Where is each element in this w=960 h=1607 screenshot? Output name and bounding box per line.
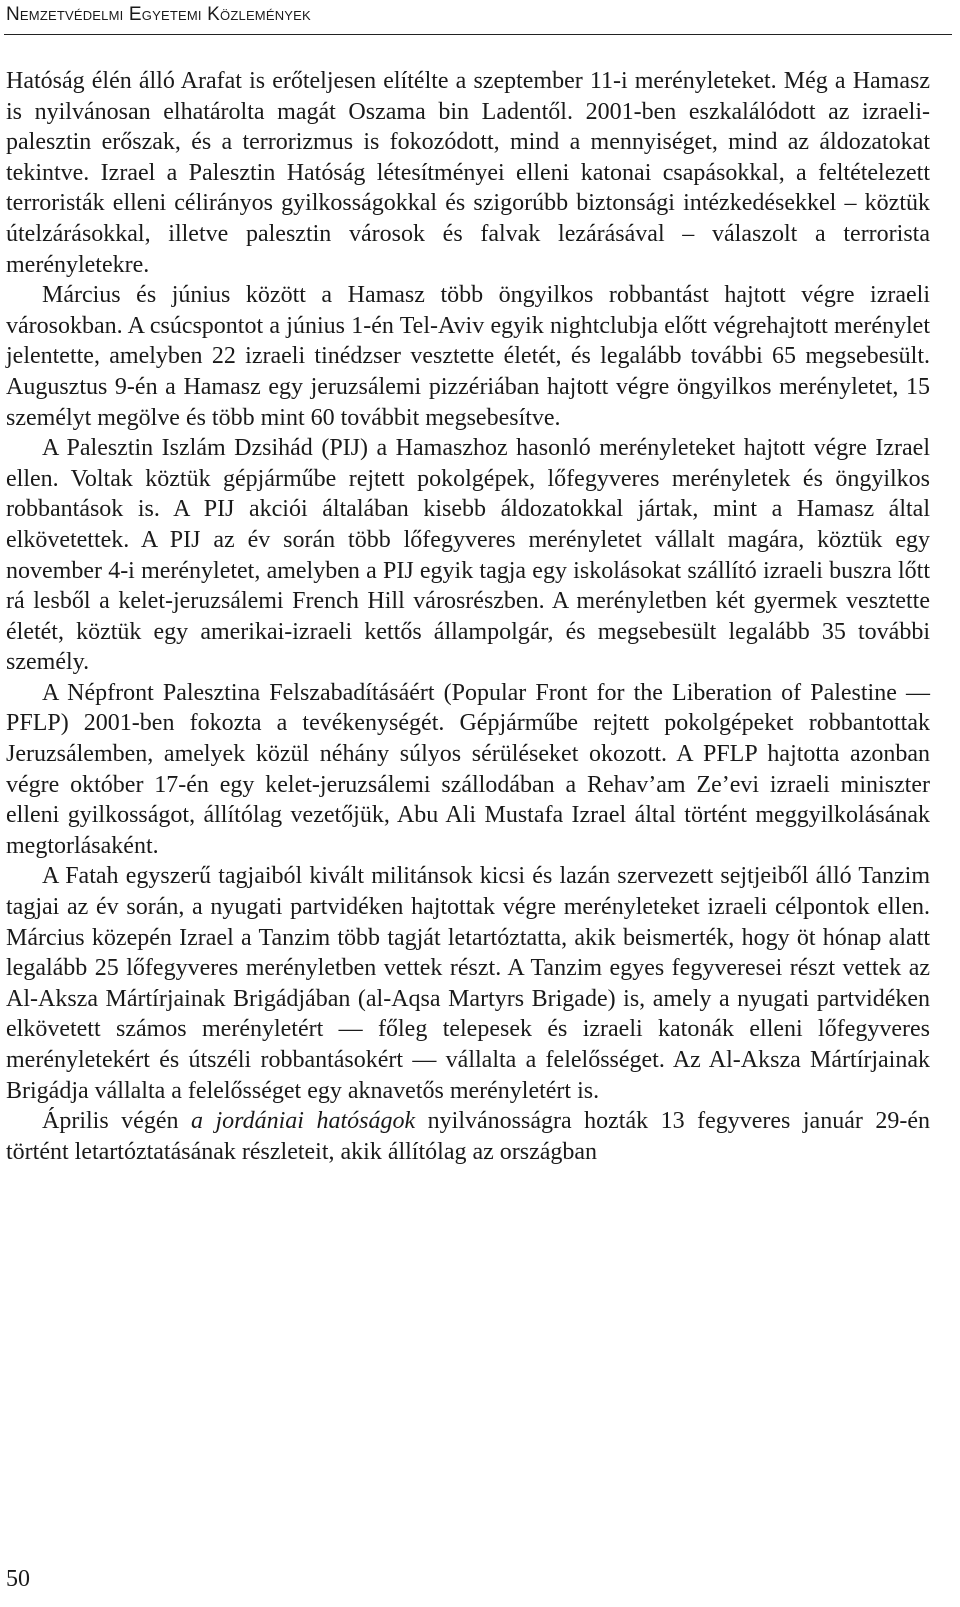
paragraph-6-italic: a jordániai hatóságok [191,1108,416,1135]
paragraph-6-end: nyilvánosságra hozták 13 fegyveres január 29-én történt letartóztatásának részleteit, akik állítólag az országban [6,1108,931,1165]
paragraph-6-start: Április végén [42,1108,191,1135]
page-body [6,66,930,1167]
running-header-title: Nemzetvédelmi Egyetemi Közlemények [6,4,311,25]
paragraph-2: Március és június között a Hamasz több öngyilkos robbantást hajtott végre izraeli városokban. A csúcspontot a június 1-én Tel-Aviv egyik nightclubja előtt végrehajtott merénylet jelentette, amelyben 22 izraeli tinédzser vesztette életét, és legalább további 65 megsebesült. Augusztus 9-én a Hamasz egy jeruzsálemi pizzériában hajtott végre öngyilkos merényletet, 15 személyt megölve és több mint 60 továbbit megsebesítve. [6,282,930,431]
paragraph-6 [6,1106,930,1167]
page-number: 50 [6,1566,30,1592]
paragraph-3: A Palesztin Iszlám Dzsihád (PIJ) a Hamaszhoz hasonló merényleteket hajtott végre Izrael ellen. Voltak köztük gépjárműbe rejtett pokolgépek, lőfegyveres merényletek és öngyilkos robbantások is. A PIJ akciói általában kisebb áldozatokkal jártak, mint a Hamasz által elkövetettek. A PIJ az év során több lőfegyveres merényletet vállalt magára, köztük egy november 4-i merényletet, amelyben a PIJ egyik tagja egy iskolásokat szállító izraeli buszra lőtt rá lesből a kelet-jeruzsálemi French Hill városrészben. A merényletben két gyermek vesztette életét, köztük egy amerikai-izraeli kettős állampolgár, és megsebesült legalább 35 további személy. [6,435,930,676]
paragraph-5: A Fatah egyszerű tagjaiból kivált militánsok kicsi és lazán szervezett sejtjeiből álló Tanzim tagjai az év során, a nyugati partvidéken hajtottak végre merényleteket izraeli célpontok ellen. Március közepén Izrael a Tanzim több tagját letartóztatta, akik beismerték, hogy öt hónap alatt legalább 25 lőfegyveres merényletben vettek részt. A Tanzim egyes fegyveresei részt vettek az Al-Aksza Mártírjainak Brigádjában (al-Aqsa Martyrs Brigade) is, amely a nyugati partvidéken elkövetett számos merényletért — főleg telepesek és izraeli katonák elleni lőfegyveres merényletekért és útszéli robbantásokért — vállalta a felelősséget. Az Al-Aksza Mártírjainak Brigádja vállalta a felelősséget egy aknavetős merényletért is. [6,863,930,1104]
paragraph-4: A Népfront Palesztina Felszabadításáért (Popular Front for the Liberation of Palestine — PFLP) 2001-ben fokozta a tevékenységét. Gépjárműbe rejtett pokolgépeket robbantottak Jeruzsálemben, amelyek közül néhány súlyos sérüléseket okozott. A PFLP hajtotta azonban végre október 17-én egy kelet-jeruzsálemi szállodában a Rehav’am Ze’evi izraeli miniszter elleni gyilkosságot, állítólag vezetőjük, Abu Ali Mustafa Izrael által történt meggyilkolásának megtorlásaként. [6,679,930,859]
paragraph-1: Hatóság élén álló Arafat is erőteljesen elítélte a szeptember 11-i merényleteket. Még a Hamasz is nyilvánosan elhatárolta magát Oszama bin Ladentől. 2001-ben eszkalálódott az izraeli-palesztin erőszak, és a terrorizmus is fokozódott, mind a mennyiséget, mind az áldozatokat tekintve. Izrael a Palesztin Hatóság létesítményei elleni katonai csapásokkal, a feltételezett terroristák elleni célirányos gyilkosságokkal és szigorúbb biztonsági intézkedésekkel – köztük útelzárásokkal, illetve palesztin városok és falvak lezárásával – válaszolt a terrorista merényletekre. [6,68,930,278]
header-rule [4,34,952,35]
